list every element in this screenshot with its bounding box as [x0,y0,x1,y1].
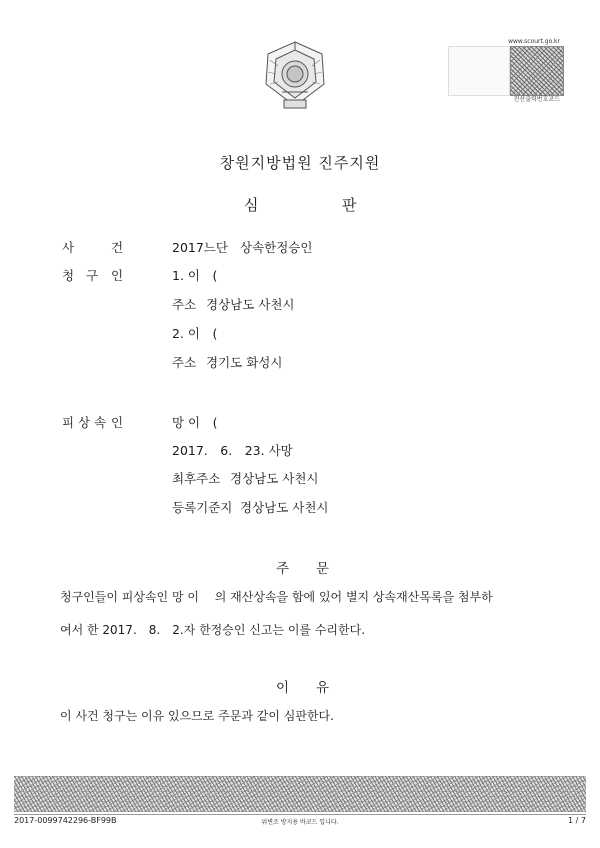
court-emblem-icon [262,40,328,112]
ruling-heading-char: 주 [276,561,290,577]
claimant-label-char: 구 [86,268,99,283]
case-label-char: 사 [62,240,75,255]
reason-text-line: 이 사건 청구는 이유 있으므로 주문과 같이 심판한다. [60,709,334,723]
claimant-2-address-label: 주소 [172,355,197,370]
decedent-name: 망 이 ( [172,415,218,430]
security-qr-code [510,46,564,96]
barcode-caption: 전산출력번호코드 [513,96,560,103]
ruling-heading-char: 문 [316,561,330,577]
anti-forgery-note: 위변조 방지용 바코드 입니다. [261,819,339,826]
decedent-last-address-label: 최후주소 [172,471,221,486]
claimant-label-char: 인 [111,268,124,283]
doc-title-char-2: 판 [342,196,357,214]
court-name: 창원지방법원 진주지원 [219,154,381,172]
decedent-label-char: 피 [62,415,75,430]
case-name: 상속한정승인 [240,240,313,255]
claimant-label-char: 청 [62,268,75,283]
decedent-last-address: 경상남도 사천시 [230,471,319,486]
reason-heading-char: 이 [276,680,290,696]
security-code-panel [448,34,564,102]
site-url: www.scourt.go.kr [508,38,560,45]
reason-heading-char: 유 [316,680,330,696]
case-number: 2017느단 [172,240,228,255]
decedent-registry-address: 경상남도 사천시 [240,500,329,515]
page-number: 1 / 7 [568,816,586,825]
decedent-label-char: 상 [78,415,91,430]
anti-forgery-barcode [14,776,586,812]
case-label-char: 건 [111,240,124,255]
decedent-death-date: 2017. 6. 23. 사망 [172,443,293,458]
blank-area [448,46,510,96]
barcode-divider [14,814,586,815]
decedent-registry-label: 등록기준지 [172,500,233,515]
decedent-label-char: 속 [94,415,107,430]
claimant-1-address-label: 주소 [172,297,197,312]
decedent-label-char: 인 [111,415,124,430]
ruling-text-line: 청구인들이 피상속인 망 이 의 재산상속을 함에 있어 별지 상속재산목록을 첨부하 [60,590,493,604]
ruling-text-line: 여서 한 2017. 8. 2.자 한정승인 신고는 이를 수리한다. [60,623,366,637]
claimant-1-name: 1. 이 ( [172,268,218,283]
claimant-2-address: 경기도 화성시 [206,355,283,370]
claimant-1-address: 경상남도 사천시 [206,297,295,312]
doc-title-char-1: 심 [244,196,259,214]
document-id: 2017-0099742296-BF99B [14,816,117,825]
claimant-2-name: 2. 이 ( [172,326,218,341]
